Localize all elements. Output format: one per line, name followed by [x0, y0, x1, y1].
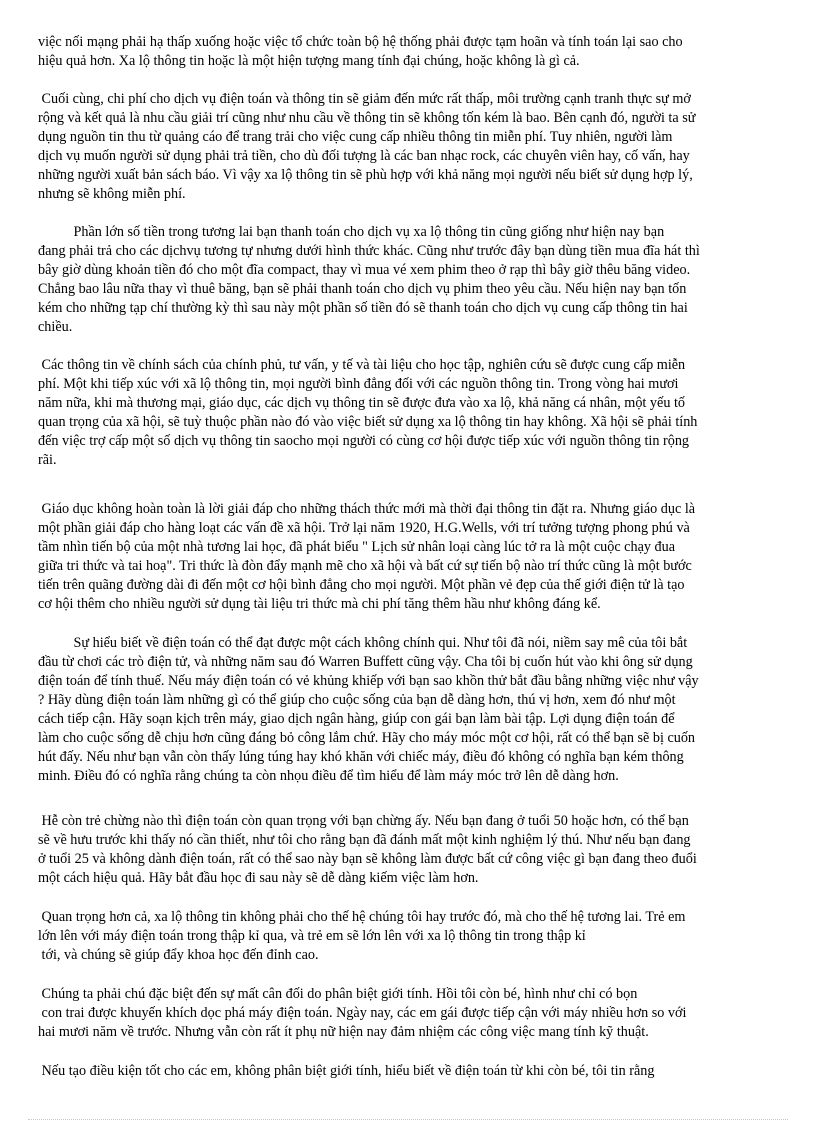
text-line: minh. Điều đó có nghĩa rằng chúng ta còn nhọu điều để tìm hiểu để làm máy móc trở lên dễ dàng hơn.	[38, 768, 619, 784]
paragraph-10	[38, 1062, 816, 1081]
text-line: dụng nguồn tin thu từ quảng cáo để trang trải cho việc cung cấp nhiều thông tin miễn phí. Tuy nhiên, người làm	[38, 129, 673, 145]
text-line: phí. Một khi tiếp xúc với xã lộ thông tin, mọi người bình đẳng đối với các nguồn thông tin. Trong vòng hai mươi	[38, 376, 679, 392]
paragraph-1	[38, 33, 816, 71]
text-line: một phần giải đáp cho hàng loạt các vấn đề xã hội. Trở lại năm 1920, H.G.Wells, với trí tưởng tượng phong phú và	[38, 520, 690, 536]
text-line: nhưng sẽ không miễn phí.	[38, 186, 186, 202]
text-line: rãi.	[38, 452, 57, 468]
text-line: cách tiếp cận. Hãy soạn kịch trên máy, giao dịch ngân hàng, giúp con gái bạn làm bài tập. Lợi dụng điện toán để	[38, 711, 675, 727]
text-line: Phần lớn số tiền trong tương lai bạn thanh toán cho dịch vụ xa lộ thông tin cũng giống như hiện nay bạn	[38, 224, 665, 240]
text-line: giữa tri thức và tai hoạ". Tri thức là đòn đẩy mạnh mẽ cho xã hội và bất cứ sự tiến bộ nào trí thức cũng là một bước	[38, 558, 692, 574]
text-line: bây giờ dùng khoản tiền đó cho một đĩa compact, thay vì mua vé xem phim theo ở rạp thì bây giờ thêu băng video.	[38, 262, 691, 278]
text-line: ? Hãy dùng điện toán làm những gì có thể giúp cho cuộc sống của bạn dễ dàng hơn, thú vị hơn, xem đó như một	[38, 692, 676, 708]
text-line: cơ hội thêm cho nhiều người sử dụng tài liệu tri thức mà chi phí tăng thêm hầu như không đáng kể.	[38, 596, 601, 612]
text-line: sẽ về hưu trước khi thấy nó cần thiết, như tôi cho rằng bạn đã đánh mất một kinh nghiệm lý thú. Như nếu bạn đang	[38, 832, 691, 848]
paragraph-2	[38, 90, 816, 204]
text-line: hút đấy. Nếu như bạn vẫn còn thấy lúng túng hay khó khăn với chiếc máy, điều đó không có nghĩa bạn kém thông	[38, 749, 684, 765]
text-line: Quan trọng hơn cả, xa lộ thông tin không phải cho thế hệ chúng tôi hay trước đó, mà cho thế hệ tương lai. Trẻ em	[38, 909, 686, 925]
text-line: hiệu quả hơn. Xa lộ thông tin hoặc là một hiện tượng mang tính đại chúng, hoặc không là gì cả.	[38, 53, 580, 69]
paragraph-6	[38, 634, 816, 786]
text-line: Chẳng bao lâu nữa thay vì thuê băng, bạn sẽ phải thanh toán cho dịch vụ phim theo yêu cầu. Nếu hiện nay bạn tốn	[38, 281, 687, 297]
paragraph-7	[38, 812, 816, 888]
text-line: tầm nhìn tiến bộ của một nhà tương lai học, đã phát biểu " Lịch sử nhân loại càng lúc tở ra là một cuộc chạy đua	[38, 539, 675, 555]
text-line: Hễ còn trẻ chừng nào thì điện toán còn quan trọng với bạn chừng ấy. Nếu bạn đang ở tuổi 50 hoặc hơn, có thể bạn	[38, 813, 689, 829]
text-line: chiều.	[38, 319, 73, 335]
text-line: những người xuất bản sách báo. Vì vậy xa lộ thông tin sẽ phù hợp với khả năng mọi người nếu biết sử dụng hợp lý,	[38, 167, 693, 183]
text-line: tới, và chúng sẽ giúp đẩy khoa học đến đỉnh cao.	[38, 947, 319, 963]
text-line: điện toán để tính thuế. Nếu máy điện toán có vẻ khủng khiếp với bạn sao khồn thử bắt đầu bằng những việc như vậy	[38, 673, 699, 689]
text-line: một cách hiệu quả. Hãy bắt đầu học đi sau này sẽ dễ dàng kiếm việc làm hơn.	[38, 870, 479, 886]
text-line: làm cho cuộc sống dễ chịu hơn cũng đáng bỏ công lắm chứ. Hãy cho máy móc một cơ hội, rất có thể bạn sẽ bị cuốn	[38, 730, 696, 746]
paragraph-8	[38, 908, 816, 965]
text-line: việc nối mạng phải hạ thấp xuống hoặc việc tổ chức toàn bộ hệ thống phải được tạm hoãn và tính toán lại sao cho	[38, 34, 683, 50]
text-line: lớn lên với máy điện toán trong thập kỉ qua, và trẻ em sẽ lớn lên với xa lộ thông tin trong thập kỉ	[38, 928, 586, 944]
text-line: Các thông tin về chính sách của chính phủ, tư vấn, y tế và tài liệu cho học tập, nghiên cứu sẽ được cung cấp miễn	[38, 357, 686, 373]
paragraph-4	[38, 356, 816, 470]
text-line: Cuối cùng, chi phí cho dịch vụ điện toán và thông tin sẽ giảm đến mức rất thấp, môi trường cạnh tranh thực sự mở	[38, 91, 691, 107]
text-line: Giáo dục không hoàn toàn là lời giải đáp cho những thách thức mới mà thời đại thông tin đặt ra. Nhưng giáo dục là	[38, 501, 696, 517]
text-line: năm nữa, khi mà thương mại, giáo dục, các dịch vụ thông tin sẽ được đưa vào xa lộ, khả năng cá nhân, một yếu tố	[38, 395, 685, 411]
text-line: hai mươi năm về trước. Nhưng vẫn còn rất ít phụ nữ hiện nay đảm nhiệm các công việc mang tính kỹ thuật.	[38, 1024, 649, 1040]
text-line: tiến trên quãng đường dài đi đến một cơ hội bình đẳng cho mọi người. Một phần vẻ đẹp của thế giới điện tử là tạo	[38, 577, 685, 593]
text-line: ở tuổi 25 và không dành điện toán, rất có thể sao này bạn sẽ không làm được bất cứ công việc gì bạn đang theo đuổi	[38, 851, 697, 867]
text-line: kém cho những tạp chí thường kỳ thì sau này một phần số tiền đó sẽ thanh toán cho dịch vụ cung cấp thông tin hai	[38, 300, 688, 316]
text-line: đầu từ chơi các trò điện tử, và những năm sau đó Warren Buffett cũng vậy. Cha tôi bị cuốn hút vào khi ông sử dụng	[38, 654, 693, 670]
page-bottom-divider	[28, 1119, 788, 1120]
paragraph-9	[38, 985, 816, 1042]
paragraph-3	[38, 223, 816, 337]
text-line: Chúng ta phải chú đặc biệt đến sự mất cân đối do phân biệt giới tính. Hồi tôi còn bé, hình như chỉ có bọn	[38, 986, 638, 1002]
text-line: quan trọng của xã hội, sẽ tuỳ thuộc phần nào đó vào việc biết sử dụng xa lộ thông tin hay không. Xã hội sẽ phải tính	[38, 414, 698, 430]
text-line: đến việc trợ cấp một số dịch vụ thông tin saocho mọi người có cùng cơ hội được tiếp xúc với nguồn thông tin rộng	[38, 433, 690, 449]
paragraph-5	[38, 500, 816, 614]
text-line: Nếu tạo điều kiện tốt cho các em, không phân biệt giới tính, hiểu biết về điện toán từ khi còn bé, tôi tin rằng	[38, 1063, 655, 1079]
text-line: dịch vụ muốn người sử dụng phải trả tiền, cho dù đối tượng là các ban nhạc rock, các chuyên viên hay, cố vấn, hay	[38, 148, 690, 164]
text-line: đang phải trả cho các dịchvụ tương tự nhưng dưới hình thức khác. Cũng như trước đây bạn dùng tiền mua đĩa hát thì	[38, 243, 700, 259]
text-line: rộng và kết quả là nhu cầu giải trí cũng như nhu cầu về thông tin sẽ không tốn kém là bao. Bên cạnh đó, người ta sử	[38, 110, 696, 126]
text-line: Sự hiểu biết về điện toán có thể đạt được một cách không chính qui. Như tôi đã nói, niềm say mê của tôi bắt	[38, 635, 688, 651]
text-line: con trai được khuyến khích dọc phá máy điện toán. Ngày nay, các em gái được tiếp cận với máy nhiều hơn so với	[38, 1005, 687, 1021]
